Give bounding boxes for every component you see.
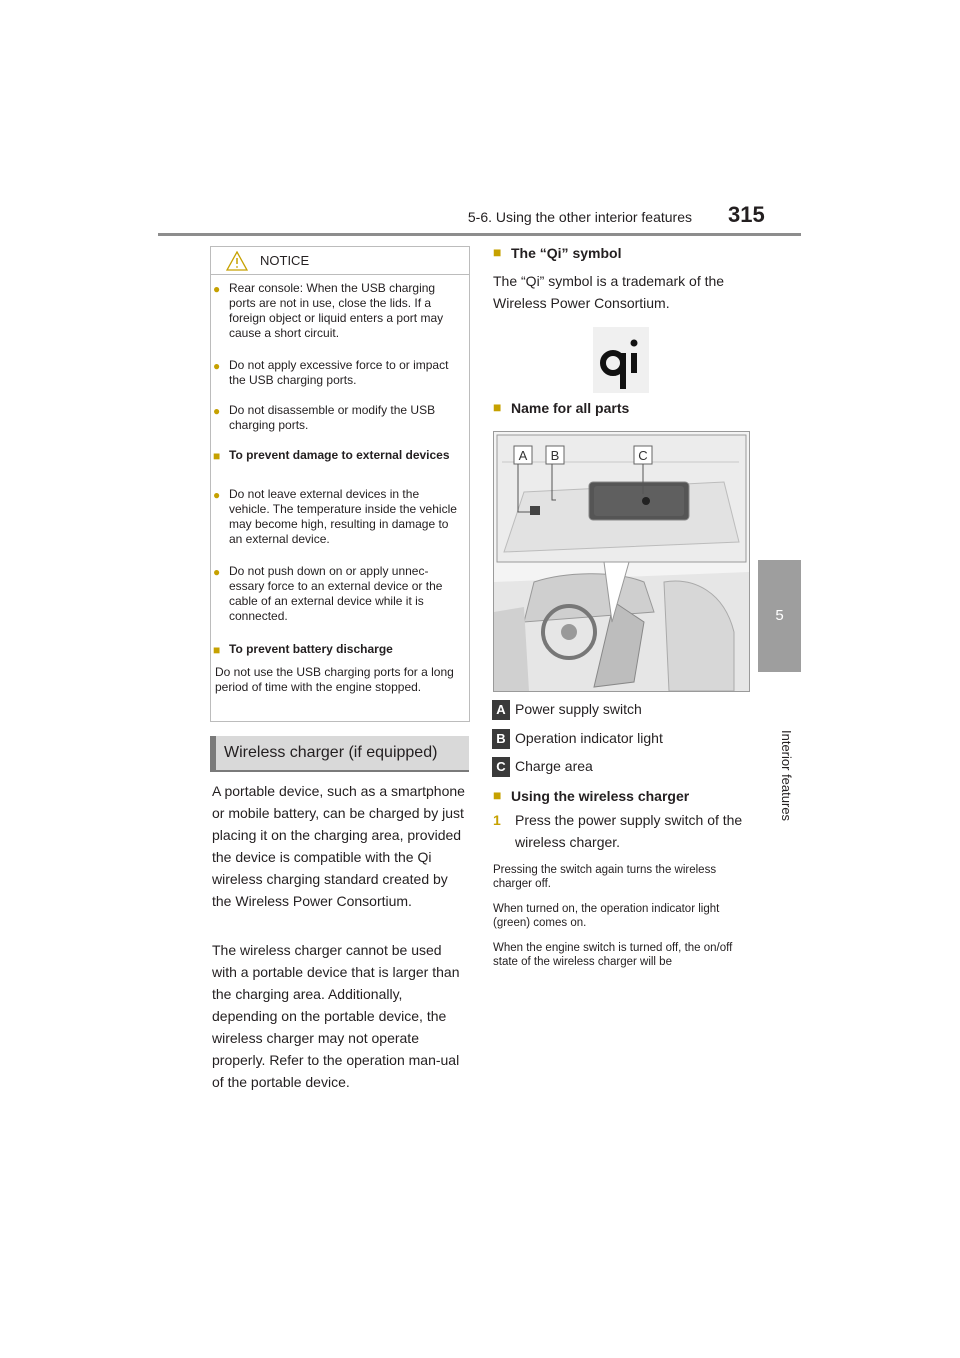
chapter-tab: 5 [758, 560, 801, 672]
square-bullet-icon: ■ [493, 399, 502, 415]
notice-bullet: Rear console: When the USB charging ports are not in use, close the lids. If a foreign object or liquid enters a port may cause a short circuit. [229, 281, 444, 340]
qi-heading: The “Qi” symbol [511, 245, 622, 261]
square-bullet-icon: ■ [213, 643, 221, 657]
part-label: Charge area [515, 758, 593, 774]
parts-heading: Name for all parts [511, 400, 630, 416]
section-heading: Wireless charger (if equipped) [224, 744, 438, 761]
part-label: Operation indicator light [515, 730, 663, 746]
callout-b: B [550, 448, 560, 463]
qi-logo [593, 327, 649, 393]
notice-bullet: Do not push down on or apply unnec-essary force to an external device or the cable of an external device while it is connected. [229, 564, 443, 623]
square-bullet-icon: ■ [493, 787, 502, 803]
part-letter: A [492, 700, 510, 720]
page-number: 315 [728, 202, 765, 227]
bullet-icon: ● [213, 404, 221, 418]
section-title: 5-6. Using the other interior features [467, 209, 692, 225]
step-number: 1 [493, 812, 501, 828]
bullet-icon: ● [213, 282, 221, 296]
square-bullet-icon: ■ [493, 244, 502, 260]
notice-header [210, 246, 470, 275]
bullet-icon: ● [213, 565, 221, 579]
notice-bullet: Do not apply excessive force to or impact the USB charging ports. [229, 358, 449, 387]
bullet-icon: ● [213, 488, 221, 502]
chapter-title: Interior features [779, 730, 794, 822]
notice-subheading: To prevent battery discharge [229, 642, 393, 656]
wireless-charger-figure [493, 431, 750, 692]
part-label: Power supply switch [515, 701, 642, 717]
notice-bullet: Do not disassemble or modify the USB charging ports. [229, 403, 436, 432]
note-text: When the engine switch is turned off, the on/off state of the wireless charger will be [493, 942, 733, 968]
note-text: Pressing the switch again turns the wireless charger off. [493, 864, 717, 890]
step-text: Press the power supply switch of the wireless charger. [515, 812, 743, 850]
callout-c: C [638, 448, 648, 463]
notice-text: Do not use the USB charging ports for a long period of time with the engine stopped. [215, 665, 454, 694]
part-letter: B [492, 729, 510, 749]
using-heading: Using the wireless charger [511, 788, 690, 804]
header-rule [158, 233, 801, 236]
car-interior-illustration [494, 432, 749, 691]
notice-bullet: Do not leave external devices in the vehicle. The temperature inside the vehicle may become high, resulting in damage to an external device. [229, 487, 457, 546]
callout-a: A [518, 448, 528, 463]
notice-title: NOTICE [260, 253, 310, 268]
qi-text: The “Qi” symbol is a trademark of the Wireless Power Consortium. [493, 273, 725, 311]
square-bullet-icon: ■ [213, 449, 221, 463]
body-paragraph: The wireless charger cannot be used with a portable device that is larger than the charging area. Additionally, depending on the portable device, the wireless charger may not operate properly. Refer to the operation man-ual of the portable device. [212, 942, 460, 1090]
warning-icon [226, 251, 248, 271]
body-paragraph: A portable device, such as a smartphone or mobile battery, can be charged by just placing it on the charging area, provided the device is compatible with the Qi wireless charging standard created by the Wireless Power Consortium. [212, 783, 465, 909]
bullet-icon: ● [213, 359, 221, 373]
qi-symbol-icon [593, 327, 649, 393]
part-letter: C [492, 757, 510, 777]
note-text: When turned on, the operation indicator light (green) comes on. [493, 903, 720, 929]
notice-subheading: To prevent damage to external devices [229, 448, 450, 462]
